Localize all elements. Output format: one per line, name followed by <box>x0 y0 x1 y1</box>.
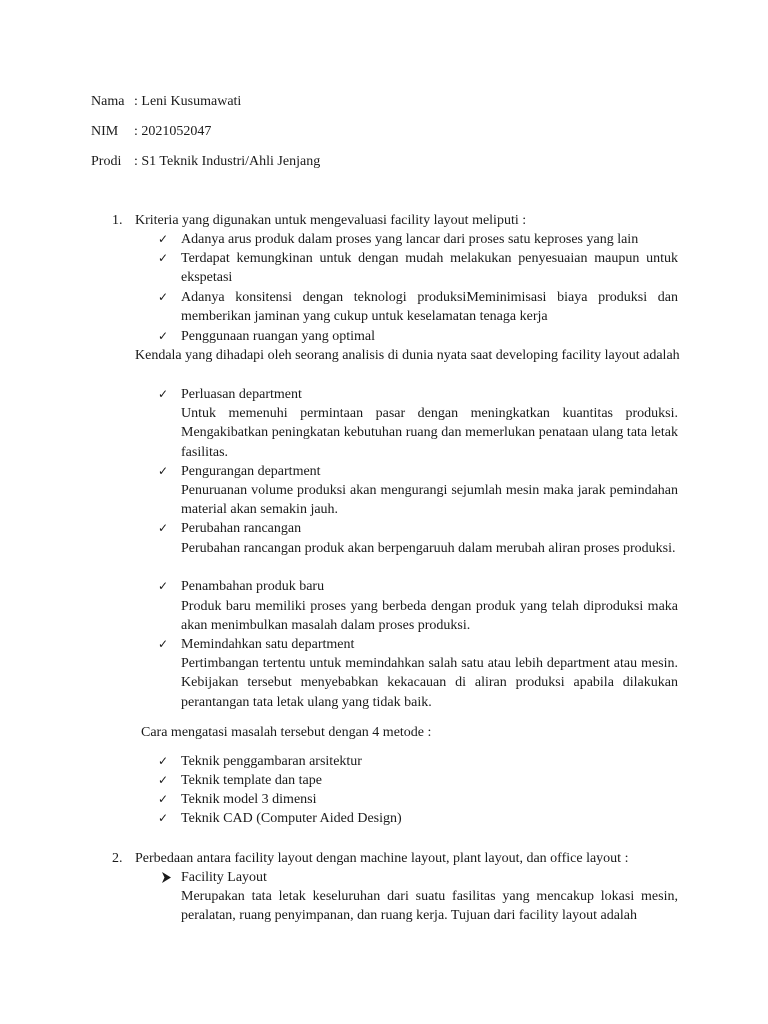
check-icon: ✓ <box>158 290 169 304</box>
kendala-title: Penambahan produk baru <box>181 579 325 594</box>
check-icon: ✓ <box>158 754 169 768</box>
criteria-item: Adanya konsitensi dengan teknologi produksiMeminimisasi biaya produksi dan memberikan jaminan yang cukup untuk keselamatan tenaga kerja <box>181 290 678 325</box>
check-icon: ✓ <box>158 464 169 478</box>
facility-layout-desc: Merupakan tata letak keseluruhan dari suatu fasilitas yang mencakup lokasi mesin, peralatan, ruang penyimpanan, dan ruang kerja. Tujuan dari facility layout adalah <box>181 889 678 924</box>
check-icon: ✓ <box>158 773 169 787</box>
nim-value: : 2021052047 <box>134 124 212 139</box>
nama-value: : Leni Kusumawati <box>134 94 242 109</box>
q2-number: 2. <box>112 851 123 866</box>
kendala-desc: Perubahan rancangan produk akan berpengaruuh dalam merubah aliran proses produksi. <box>181 541 676 556</box>
metode-item: Teknik template dan tape <box>181 773 322 788</box>
kendala-desc: Produk baru memiliki proses yang berbeda dengan produk yang telah diproduksi maka akan menimbulkan masalah dalam proses produksi. <box>181 599 678 634</box>
check-icon: ✓ <box>158 637 169 651</box>
kendala-intro: Kendala yang dihadapi oleh seorang analisis di dunia nyata saat developing facility layout adalah <box>135 348 680 363</box>
metode-item: Teknik CAD (Computer Aided Design) <box>181 811 402 826</box>
nama-label: Nama <box>91 94 125 109</box>
arrow-bullet-icon <box>160 868 174 887</box>
prodi-label: Prodi <box>91 154 122 169</box>
metode-item: Teknik model 3 dimensi <box>181 792 317 807</box>
cara-intro: Cara mengatasi masalah tersebut dengan 4 metode : <box>141 725 432 740</box>
kendala-title: Perluasan department <box>181 387 302 402</box>
criteria-item: Penggunaan ruangan yang optimal <box>181 329 376 344</box>
criteria-item: Adanya arus produk dalam proses yang lancar dari proses satu keproses yang lain <box>181 232 639 247</box>
kendala-desc: Untuk memenuhi permintaan pasar dengan meningkatkan kuantitas produksi. Mengakibatkan peningkatan kebutuhan ruang dan memerlukan penataan ulang tata letak fasilitas. <box>181 406 678 460</box>
facility-layout-title: Facility Layout <box>181 870 267 885</box>
nim-label: NIM <box>91 124 119 139</box>
kendala-title: Memindahkan satu department <box>181 637 355 652</box>
kendala-title: Pengurangan department <box>181 464 321 479</box>
check-icon: ✓ <box>158 792 169 806</box>
q1-intro: Kriteria yang digunakan untuk mengevaluasi facility layout meliputi : <box>135 213 527 228</box>
check-icon: ✓ <box>158 521 169 535</box>
kendala-desc: Pertimbangan tertentu untuk memindahkan salah satu atau lebih department atau mesin. Kebijakan tersebut menyebabkan kekacauan di aliran produksi apabila dilakukan perantangan tata letak ulang yang tidak baik. <box>181 656 678 710</box>
q1-number: 1. <box>112 213 123 228</box>
criteria-item: Terdapat kemungkinan untuk dengan mudah melakukan penyesuaian maupun untuk ekspetasi <box>181 251 678 286</box>
prodi-value: : S1 Teknik Industri/Ahli Jenjang <box>134 154 321 169</box>
check-icon: ✓ <box>158 579 169 593</box>
kendala-title: Perubahan rancangan <box>181 521 302 536</box>
metode-item: Teknik penggambaran arsitektur <box>181 754 362 769</box>
kendala-desc: Penuruanan volume produksi akan mengurangi sejumlah mesin maka jarak pemindahan material akan semakin jauh. <box>181 483 678 518</box>
check-icon: ✓ <box>158 329 169 343</box>
check-icon: ✓ <box>158 232 169 246</box>
check-icon: ✓ <box>158 387 169 401</box>
check-icon: ✓ <box>158 811 169 825</box>
q2-intro: Perbedaan antara facility layout dengan machine layout, plant layout, dan office layout : <box>135 851 629 866</box>
check-icon: ✓ <box>158 251 169 265</box>
